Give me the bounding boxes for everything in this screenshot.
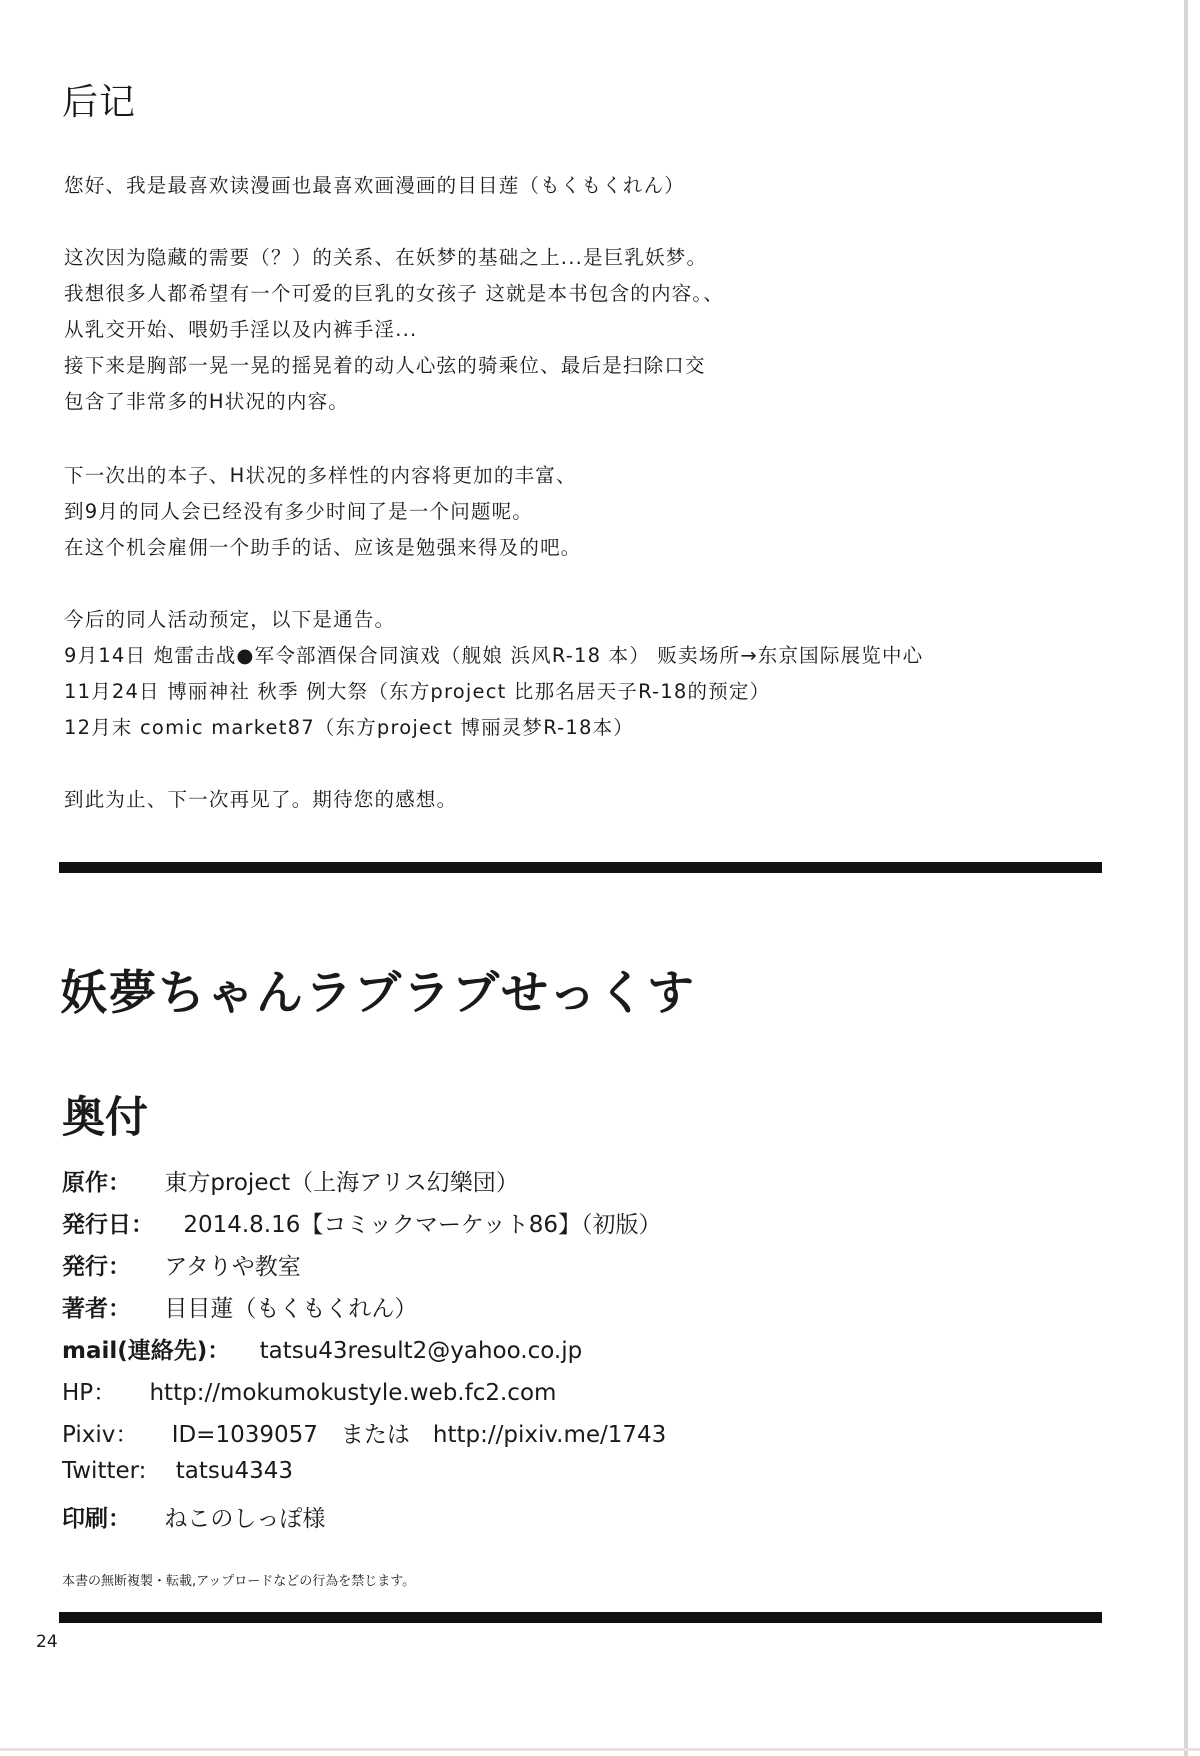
afterword-line: 到此为止、下一次再见了。期待您的感想。 [64,788,458,811]
colophon-label: HP： [62,1380,117,1406]
colophon-label: 著者： [62,1296,131,1322]
page-edge-shadow [1184,0,1188,1756]
colophon-value: 2014.8.16【コミックマーケット86】（初版） [183,1212,662,1238]
event-line: 12月末 comic market87（东方project 博丽灵梦R-18本） [64,716,634,739]
page-bottom-edge [0,1748,1200,1751]
afterword-line: 到9月的同人会已经没有多少时间了是一个问题呢。 [64,500,534,523]
colophon-label: mail(連絡先)： [62,1338,231,1364]
colophon-label: Pixiv： [62,1422,139,1448]
afterword-line: 我想很多人都希望有一个可爱的巨乳的女孩子 这就是本书包含的内容。、 [64,282,725,305]
copyright-notice: 本書の無断複製・転載,アップロードなどの行為を禁じます。 [62,1574,416,1589]
colophon-value: 東方project（上海アリス幻樂団） [164,1170,519,1196]
page-number: 24 [36,1632,58,1652]
afterword-title: 后记 [62,82,137,123]
colophon-value: 目目蓮（もくもくれん） [164,1296,418,1322]
event-line: 11月24日 博丽神社 秋季 例大祭（东方project 比那名居天子R-18的预定） [64,680,771,703]
colophon-label: 発行日： [62,1212,154,1238]
colophon-value: アタりや教室 [164,1254,301,1280]
afterword-line: 从乳交开始、喂奶手淫以及内裤手淫... [64,318,418,341]
colophon-value: ID=1039057 または http://pixiv.me/1743 [171,1422,667,1448]
colophon-heading: 奥付 [62,1093,148,1143]
afterword-line: 下一次出的本子、H状况的多样性的内容将更加的丰富、 [64,464,577,487]
colophon-row-publisher [62,1248,301,1281]
colophon-value: http://mokumokustyle.web.fc2.com [149,1380,557,1406]
colophon-label: 原作： [62,1170,131,1196]
colophon-row-pixiv [62,1416,666,1449]
colophon-row-publish-date [62,1206,662,1239]
colophon-row-homepage [62,1374,556,1407]
colophon-value: ねこのしっぽ様 [164,1506,326,1532]
afterword-line: 包含了非常多的H状况的内容。 [64,390,349,413]
colophon-label: 印刷： [62,1506,131,1532]
colophon-row-author [62,1290,417,1323]
colophon-row-mail [62,1332,582,1365]
footer-divider [59,1612,1102,1623]
colophon-value: tatsu43result2@yahoo.co.jp [259,1338,583,1364]
afterword-line: 在这个机会雇佣一个助手的话、应该是勉强来得及的吧。 [64,536,582,559]
afterword-line: 接下来是胸部一晃一晃的摇晃着的动人心弦的骑乘位、最后是扫除口交 [64,354,706,377]
afterword-line: 今后的同人活动预定，以下是通告。 [64,608,396,631]
colophon-label: 発行： [62,1254,131,1280]
colophon-label: Twitter: [62,1458,147,1484]
book-title: 妖夢ちゃんラブラブせっくす [60,966,697,1021]
event-line: 9月14日 炮雷击战●军令部酒保合同演戏（舰娘 浜风R-18 本） 贩卖场所→东京国际展览中心 [64,644,924,667]
colophon-row-original-work [62,1164,519,1197]
afterword-line: 您好、我是最喜欢读漫画也最喜欢画漫画的目目莲（もくもくれん） [64,174,686,197]
colophon-row-twitter [62,1458,293,1484]
colophon-value: tatsu4343 [175,1458,293,1484]
afterword-line: 这次因为隐藏的需要（？）的关系、在妖梦的基础之上...是巨乳妖梦。 [64,246,708,269]
section-divider [59,862,1102,873]
colophon-row-printer [62,1500,325,1533]
